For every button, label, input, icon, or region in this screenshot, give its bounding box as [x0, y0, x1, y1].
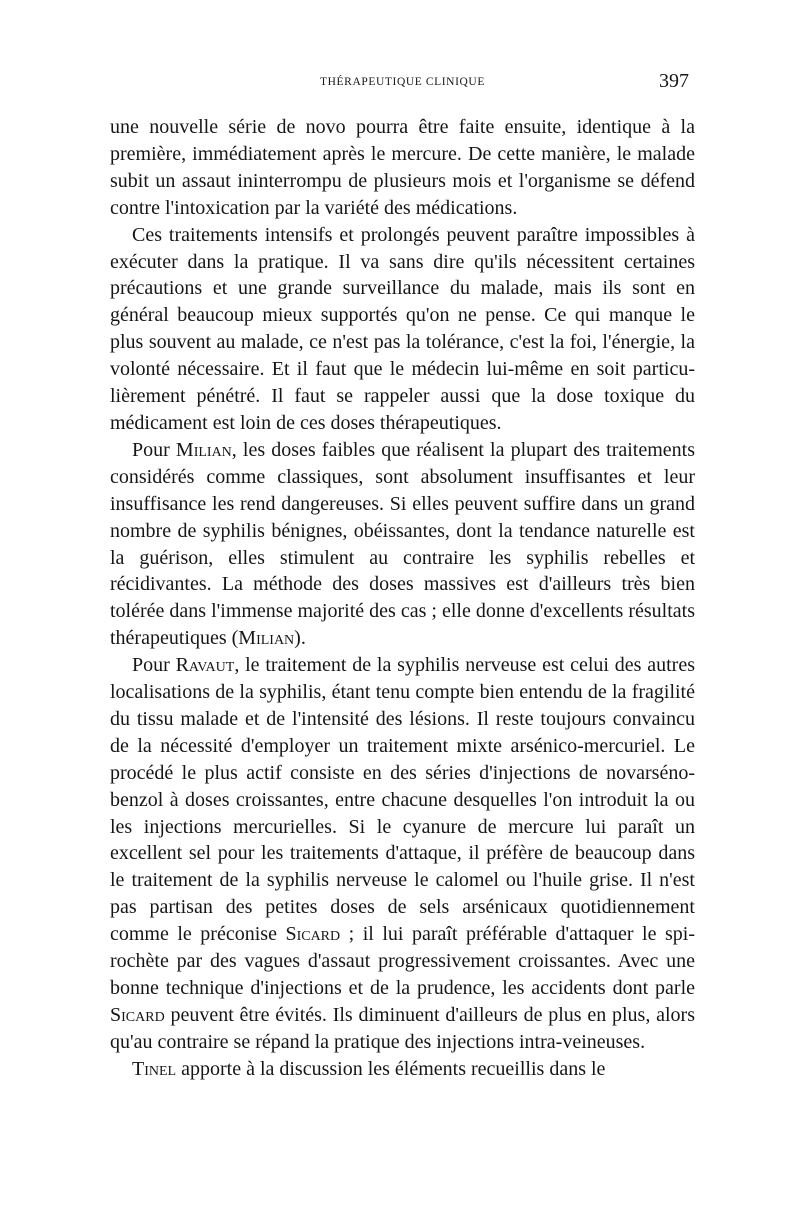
paragraph [110, 1056, 695, 1083]
text-run: une nouvelle série de novo pourra être faite ensuite, identique à la première, immédiatement après le mercure. De cette manière, le malade subit un assaut ininterrompu de plusieurs mois et l'organisme se défend contre l'intoxication par la variété des médications. [110, 116, 695, 219]
page-number: 397 [659, 70, 689, 92]
author-name: Sicard [110, 1003, 165, 1026]
text-run: , les doses faibles que réalisent la plupart des traitements considérés comme classiques, sont absolument insuffisantes et leur insuffisance les rend dangereuses. Si elles peuvent suffire dans un grand nombre de syphilis bénignes, obéissantes, dont la tendance naturelle est la guérison, elles stimulent au contraire les syphilis rebelles et récidivantes. La méthode des doses massives est d'ailleurs très bien tolérée dans l'immense majorité des cas ; elle donne d'excellents résultats thérapeutiques ( [110, 438, 695, 650]
author-name: Tinel [132, 1057, 177, 1080]
text-run: ). [294, 627, 306, 650]
text-run: , le traitement de la syphilis nerveuse est celui des autres localisations de la syphilis, étant tenu compte bien entendu de la fragilité du tissu malade et de l'intensité des lésions. Il reste toujours convaincu de la nécessité d'employer un traitement mixte arsénico-mercuriel. Le procédé le plus actif consiste en des séries d'injections de novarsénobenzol à doses croissantes, entre chacune desquelles l'on introduit la ou les injections mercurielles. Si le cyanure de mercure lui paraît un excellent sel pour les traitements d'attaque, il préfère de beaucoup dans le traitement de la syphilis nerveuse le calomel ou l'huile grise. Il n'est pas partisan des petites doses de sels arsénicaux quotidiennement comme le préconise [110, 654, 695, 946]
text-run: Ces traitements intensifs et prolongés peuvent paraître impossibles à exécuter dans la pratique. Il va sans dire qu'ils nécessitent certaines précautions et une grande surveillance du malade, mais ils sont en général beaucoup mieux supportés qu'on ne pense. Ce qui manque le plus souvent au malade, ce n'est pas la tolérance, c'est la foi, l'énergie, la volonté nécessaire. Et il faut que le médecin lui-même en soit particulièrement pénétré. Il faut se rappeler aussi que la dose toxique du médicament est loin de ces doses thérapeutiques. [110, 223, 695, 434]
paragraph [110, 437, 695, 652]
book-page [110, 70, 695, 1083]
author-name: Milian [238, 627, 295, 650]
author-name: Sicard [285, 923, 341, 946]
text-run: Pour [132, 654, 176, 677]
body-text [110, 114, 695, 1083]
author-name: Milian [175, 438, 232, 461]
running-head [110, 70, 695, 98]
running-title: THÉRAPEUTIQUE CLINIQUE [320, 76, 485, 88]
paragraph [110, 114, 695, 222]
text-run: peuvent être évités. Ils diminuent d'ailleurs de plus en plus, alors qu'au contraire se répand la pratique des injections intra-veineuses. [110, 1003, 695, 1053]
author-name: Ravaut [175, 654, 235, 677]
paragraph [110, 652, 695, 1056]
text-run: ; il lui paraît préférable d'attaquer le spirochète par des vagues d'assaut progressivement croissantes. Avec une bonne technique d'injections et de la prudence, les accidents dont parle [110, 923, 695, 999]
paragraph [110, 222, 695, 437]
text-run: Pour [132, 438, 176, 461]
text-run: apporte à la discussion les éléments recueillis dans le [176, 1057, 606, 1080]
